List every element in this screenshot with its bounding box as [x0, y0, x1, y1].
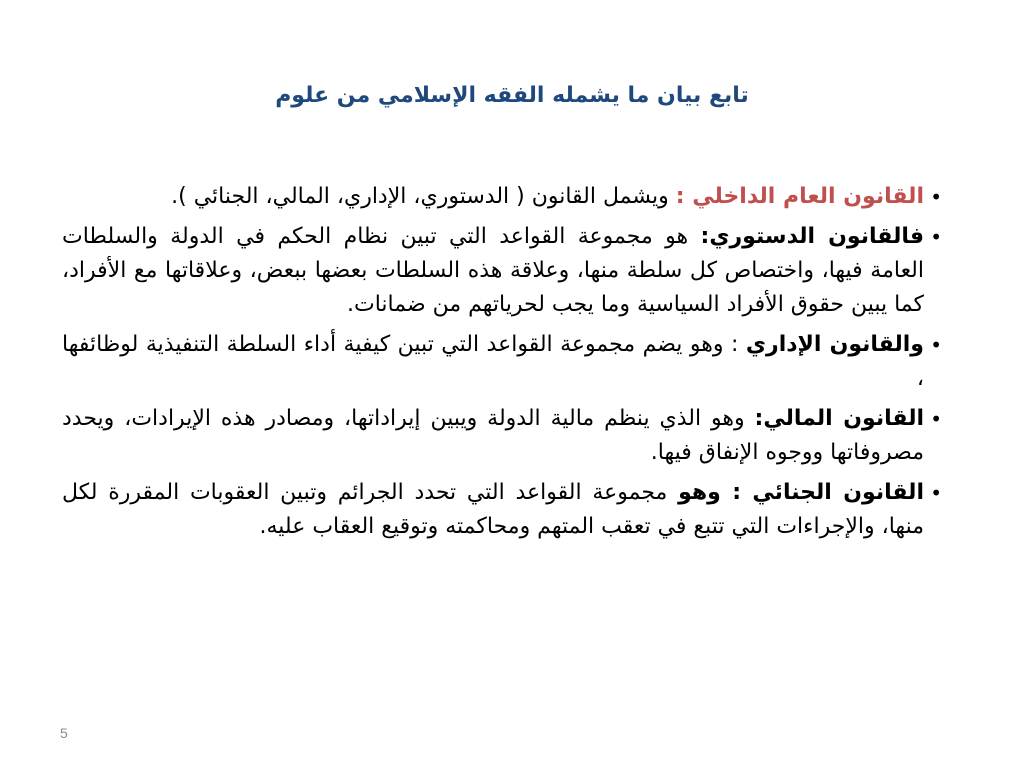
item-term: القانون المالي:: [754, 406, 924, 431]
slide-number: 5: [60, 725, 68, 741]
item-text: مجموعة القواعد التي تحدد الجرائم وتبين العقوبات المقررة لكل منها، والإجراءات التي تتبع في تعقب المتهم ومحاكمته وتوقيع العقاب عليه.: [62, 480, 924, 539]
bullet-icon: •: [930, 225, 942, 249]
bullet-icon: •: [930, 333, 942, 357]
list-item: [62, 180, 942, 214]
bullet-list: [62, 180, 942, 550]
slide-title: تابع بيان ما يشمله الفقه الإسلامي من علوم: [275, 83, 749, 108]
item-term: والقانون الإداري: [745, 332, 924, 357]
list-item: [62, 328, 942, 396]
item-text: : وهو يضم مجموعة القواعد التي تبين كيفية أداء السلطة التنفيذية لوظائفها ،: [62, 332, 924, 391]
list-item: [62, 220, 942, 322]
bullet-icon: •: [930, 481, 942, 505]
list-item: [62, 402, 942, 470]
item-text: وهو الذي ينظم مالية الدولة ويبين إيراداتها، ومصادر هذه الإيرادات، ويحدد مصروفاتها ووجوه الإنفاق فيها.: [62, 406, 924, 465]
list-item: [62, 476, 942, 544]
item-term: القانون العام الداخلي :: [675, 184, 924, 209]
bullet-icon: •: [930, 407, 942, 431]
item-text: هو مجموعة القواعد التي تبين نظام الحكم في الدولة والسلطات العامة فيها، واختصاص كل سلطة منها، وعلاقة هذه السلطات بعضها ببعض، وعلاقاتها مع الأفراد، كما يبين حقوق الأفراد السياسية وما يجب لحرياتهم من ضمانات.: [62, 224, 924, 317]
bullet-icon: •: [930, 185, 942, 209]
item-term: فالقانون الدستوري:: [700, 224, 925, 249]
item-text: ويشمل القانون ( الدستوري، الإداري، المالي، الجنائي ).: [171, 184, 676, 209]
item-term: القانون الجنائي : وهو: [678, 480, 924, 505]
